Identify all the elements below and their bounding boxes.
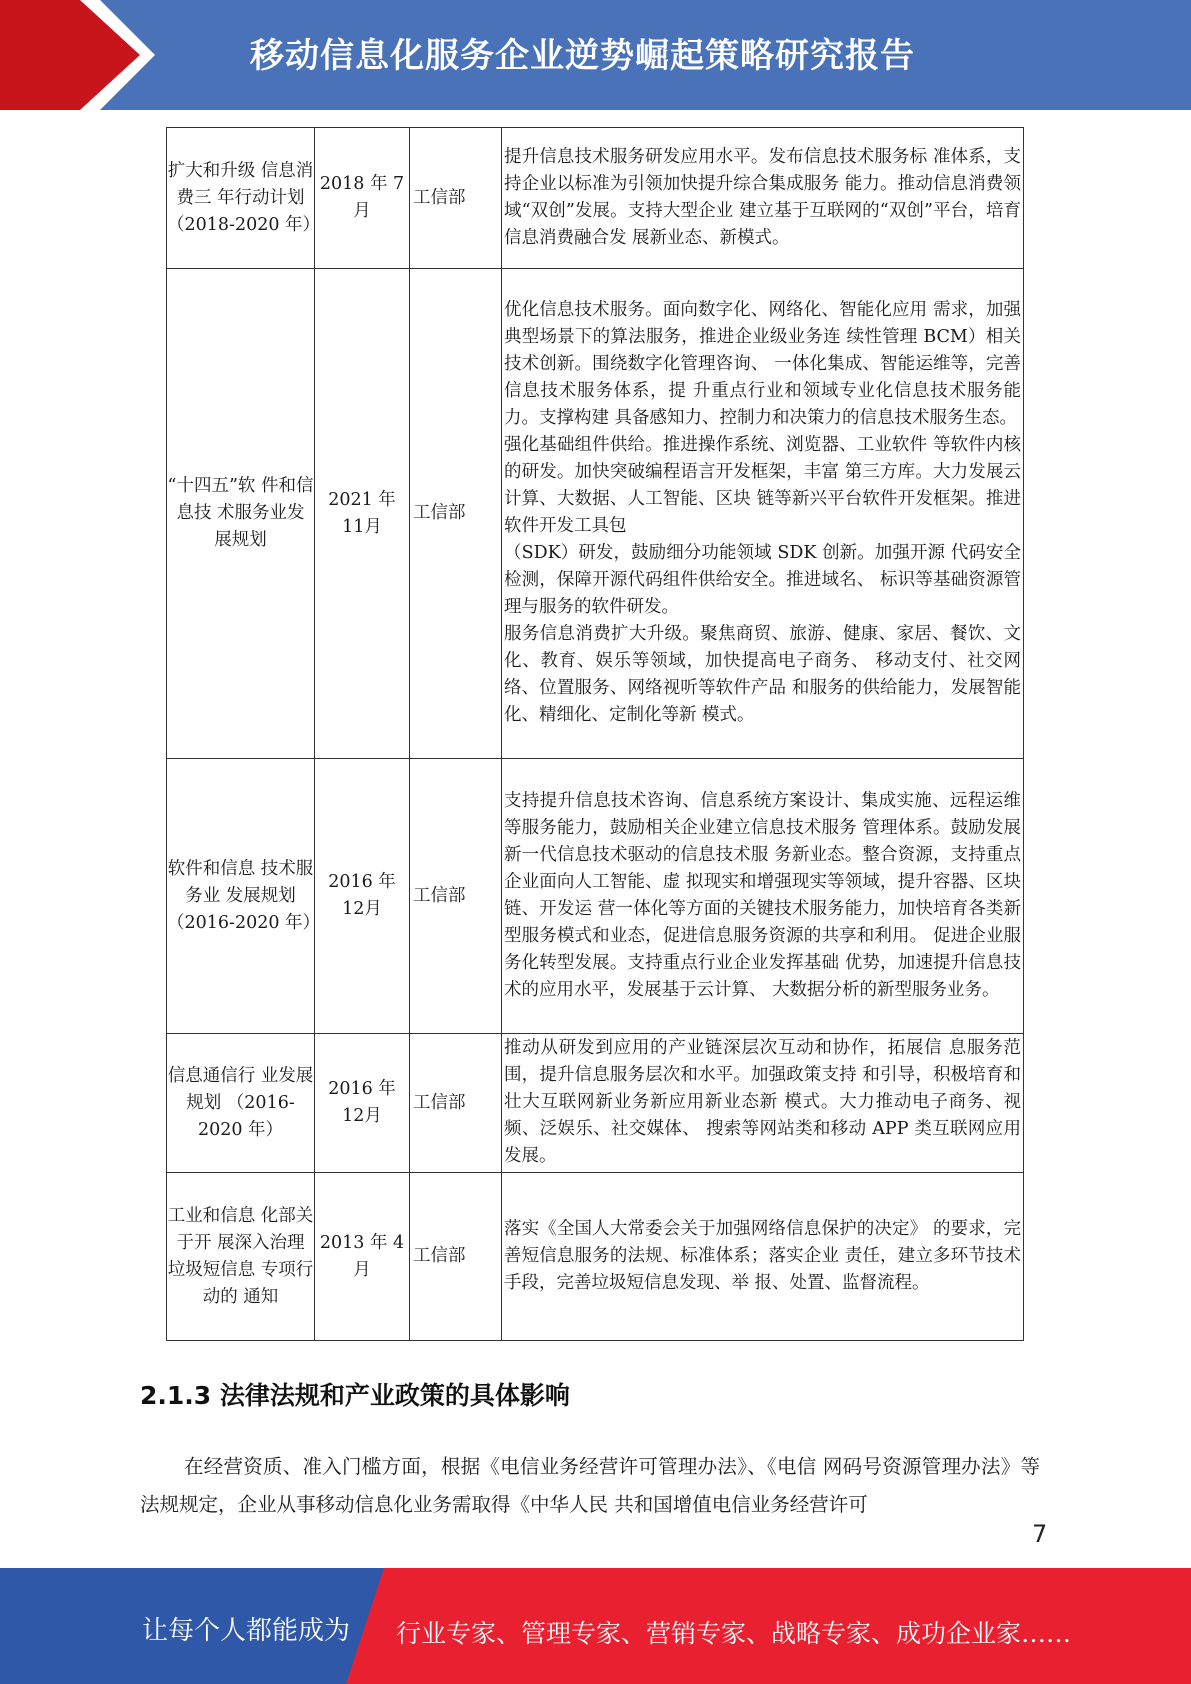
policy-table	[166, 127, 1024, 1341]
report-title: 移动信息化服务企业逆势崛起策略研究报告	[250, 36, 915, 76]
section-heading: 2.1.3 法律法规和产业政策的具体影响	[140, 1381, 570, 1410]
policy-dept: 工信部	[410, 1173, 502, 1341]
policy-date: 2021 年 11月	[315, 269, 410, 759]
policy-name: 工业和信息 化部关于开 展深入治理 垃圾短信息 专项行动的 通知	[167, 1173, 315, 1341]
footer-slogan-left: 让每个人都能成为	[142, 1616, 351, 1646]
header-arrow-decoration	[0, 0, 200, 110]
policy-desc	[502, 759, 1024, 1034]
policy-name: “十四五”软 件和信息技 术服务业发 展规划	[167, 269, 315, 759]
desc-paragraph: 服务信息消费扩大升级。聚焦商贸、旅游、健康、家居、餐饮、文化、教育、娱乐等领域，加快提高电子商务、 移动支付、社交网络、位置服务、网络视听等软件产品 和服务的供给能力，发展智能化、精细化、定制化等新 模式。	[504, 624, 1021, 725]
desc-paragraph: 落实《全国人大常委会关于加强网络信息保护的决定》 的要求，完善短信息服务的法规、标准体系；落实企业 责任，建立多环节技术手段，完善垃圾短信息发现、举 报、处置、监督流程。	[504, 1218, 1021, 1293]
policy-date: 2016 年 12月	[315, 1034, 410, 1173]
policy-dept: 工信部	[410, 759, 502, 1034]
desc-paragraph: （SDK）研发，鼓励细分功能领域 SDK 创新。加强开源 代码安全检测，保障开源代码组件供给安全。推进域名、 标识等基础资源管理与服务的软件研发。	[504, 543, 1021, 617]
policy-desc	[502, 1034, 1024, 1173]
table-row	[167, 269, 1024, 759]
body-paragraph: 在经营资质、准入门槛方面，根据《电信业务经营许可管理办法》、《电信 网码号资源管理办法》等法规规定，企业从事移动信息化业务需取得《中华人民 共和国增值电信业务经营许可	[140, 1455, 1040, 1516]
policy-date: 2016 年 12月	[315, 759, 410, 1034]
desc-paragraph: 强化基础组件供给。推进操作系统、浏览器、工业软件 等软件内核的研发。加快突破编程语言开发框架，丰富 第三方库。大力发展云计算、大数据、人工智能、区块 链等新兴平台软件开发框架。推进软件开发工具包	[504, 435, 1021, 536]
policy-desc	[502, 1173, 1024, 1341]
table-row	[167, 1173, 1024, 1341]
desc-paragraph: 推动从研发到应用的产业链深层次互动和协作，拓展信 息服务范围，提升信息服务层次和水平。加强政策支持 和引导，积极培育和壮大互联网新业务新应用新业态新 模式。大力推动电子商务、视频、泛娱乐、社交媒体、 搜索等网站类和移动 APP 类互联网应用发展。	[504, 1038, 1021, 1166]
page-footer	[0, 1568, 1191, 1684]
policy-name: 扩大和升级 信息消费三 年行动计划 （2018-2020 年）	[167, 128, 315, 269]
policy-date: 2018 年 7月	[315, 128, 410, 269]
policy-name: 信息通信行 业发展规划 （2016-2020 年）	[167, 1034, 315, 1173]
desc-paragraph: 优化信息技术服务。面向数字化、网络化、智能化应用 需求，加强典型场景下的算法服务，推进企业级业务连 续性管理 BCM）相关技术创新。围绕数字化管理咨询、 一体化集成、智能运维等，完善信息技术服务体系，提 升重点行业和领域专业化信息技术服务能力。支撑构建 具备感知力、控制力和决策力的信息技术服务生态。	[504, 300, 1021, 428]
policy-dept: 工信部	[410, 269, 502, 759]
policy-dept: 工信部	[410, 1034, 502, 1173]
policy-desc	[502, 269, 1024, 759]
policy-desc	[502, 128, 1024, 269]
table-row	[167, 1034, 1024, 1173]
page-number: 7	[1032, 1520, 1048, 1548]
table-row	[167, 128, 1024, 269]
policy-name: 软件和信息 技术服务业 发展规划 （2016-2020 年）	[167, 759, 315, 1034]
policy-date: 2013 年 4月	[315, 1173, 410, 1341]
table-row	[167, 759, 1024, 1034]
desc-paragraph: 支持提升信息技术咨询、信息系统方案设计、集成实施、远程运维等服务能力，鼓励相关企业建立信息技术服务 管理体系。鼓励发展新一代信息技术驱动的信息技术服 务新业态。整合资源，支持重点企业面向人工智能、虚 拟现实和增强现实等领域，提升容器、区块链、开发运 营一体化等方面的关键技术服务能力，加快培育各类新 型服务模式和业态，促进信息服务资源的共享和利用。 促进企业服务化转型发展。支持重点行业企业发挥基础 优势，加速提升信息技术的应用水平，发展基于云计算、 大数据分析的新型服务业务。	[504, 790, 1021, 1000]
policy-dept: 工信部	[410, 128, 502, 269]
footer-slogan-right: 行业专家、管理专家、营销专家、战略专家、成功企业家……	[396, 1619, 1072, 1648]
desc-paragraph: 提升信息技术服务研发应用水平。发布信息技术服务标 准体系，支持企业以标准为引领加快提升综合集成服务 能力。推动信息消费领域“双创”发展。支持大型企业 建立基于互联网的“双创”平台，培育信息消费融合发 展新业态、新模式。	[504, 146, 1021, 248]
page-header	[0, 0, 1191, 110]
